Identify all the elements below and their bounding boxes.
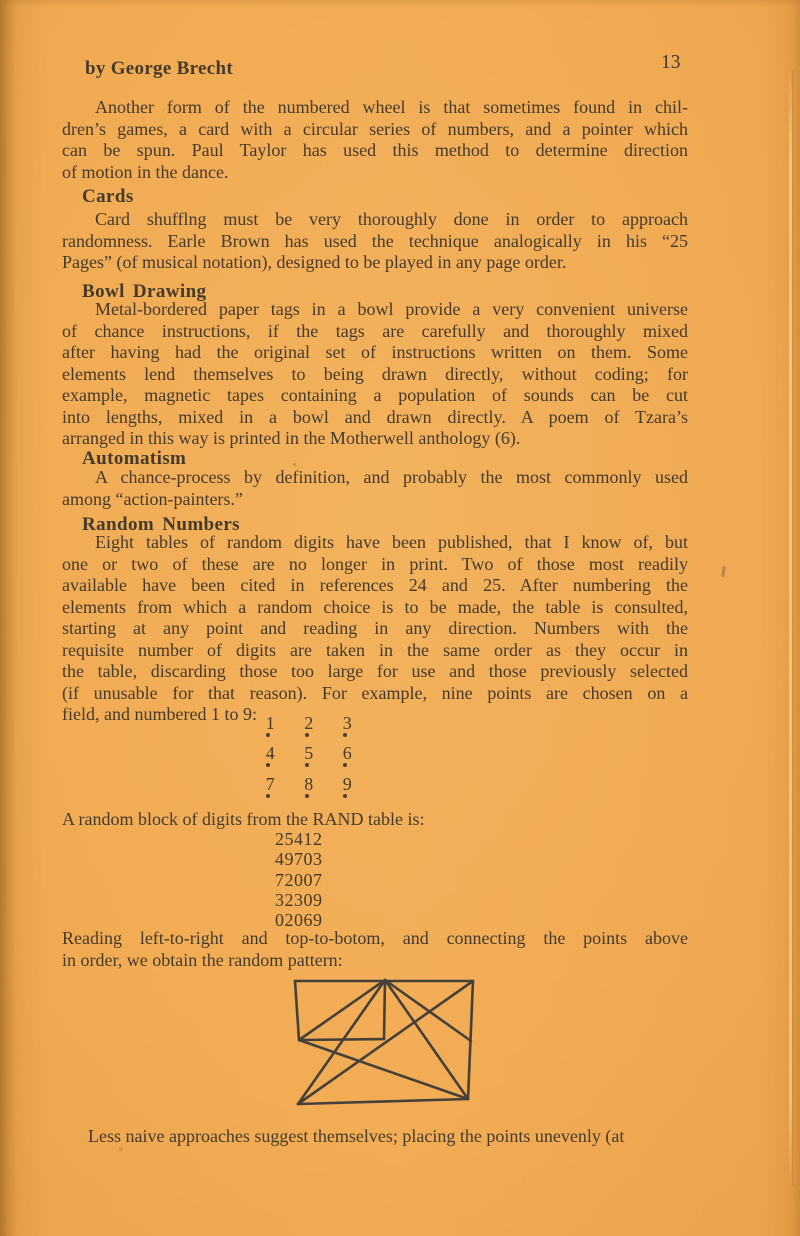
- rand-digit-row: 72007: [275, 869, 323, 890]
- text-line: one or two of these are no longer in print. Two of those most readily: [62, 553, 688, 574]
- heading-bowl-drawing: Bowl Drawing: [82, 281, 207, 302]
- text-line: field, and numbered 1 to 9:: [62, 704, 257, 724]
- text-line: starting at any point and reading in any direction. Numbers with the: [62, 618, 688, 638]
- point-number: 5: [304, 743, 314, 764]
- point-dot: [266, 733, 270, 737]
- text-line: randomness. Earle Brown has used the technique analogically in his “25: [62, 230, 688, 251]
- text-line: A chance-process by definition, and probably the most commonly used: [95, 467, 688, 487]
- closing-paragraph: [62, 1126, 688, 1148]
- grid-point-8: [290, 773, 329, 807]
- point-dot: [343, 794, 347, 798]
- text-line: Pages” (of musical notation), designed to be played in any page order.: [62, 252, 567, 272]
- pattern-line: [384, 980, 385, 1039]
- heading-cards: Cards: [82, 186, 134, 207]
- text-line: in order, we obtain the random pattern:: [62, 949, 343, 970]
- pattern-line: [298, 1099, 468, 1104]
- grid-point-6: [328, 743, 367, 776]
- heading-automatism: Automatism: [82, 448, 187, 469]
- page-crease: [789, 70, 792, 1186]
- numbered-point-grid: [251, 713, 367, 807]
- text-line: Card shufflng must be very thoroughly done in order to approach: [95, 209, 688, 229]
- point-dot: [343, 733, 347, 737]
- text-line: elements lend themselves to being drawn directly, without coding; for: [62, 363, 688, 384]
- random-pattern-figure: [288, 972, 484, 1112]
- text-line: Another form of the numbered wheel is that sometimes found in chil-: [95, 97, 688, 117]
- text-line: dren’s games, a card with a circular series of numbers, and a pointer which: [62, 118, 688, 139]
- rand-digit-row: 49703: [275, 849, 323, 870]
- text-line: Reading left-to-right and top-to-botom, and connecting the points above: [62, 928, 688, 948]
- point-dot: [305, 733, 309, 737]
- point-dot: [305, 763, 309, 767]
- rand-digit-row: 02069: [275, 910, 323, 931]
- point-number: 2: [304, 713, 314, 733]
- grid-point-3: [328, 713, 367, 746]
- point-grid-row: [251, 773, 367, 807]
- point-grid-row: [251, 713, 367, 746]
- text-line: can be spun. Paul Taylor has used this method to determine direction: [62, 140, 688, 160]
- point-number: 8: [304, 773, 314, 794]
- cards-paragraph: [62, 209, 688, 274]
- grid-point-5: [290, 743, 329, 776]
- text-line: of chance instructions, if the tags are carefully and thoroughly mixed: [62, 320, 688, 341]
- point-dot: [343, 763, 347, 767]
- point-number: 6: [342, 743, 352, 764]
- point-number: 7: [265, 773, 275, 794]
- point-dot: [305, 794, 309, 798]
- text-line: after having had the original set of instructions written on them. Some: [62, 342, 688, 362]
- pattern-line: [299, 980, 385, 1040]
- rand-digit-row: 25412: [275, 829, 323, 849]
- pattern-line: [385, 980, 471, 1041]
- automatism-paragraph: [62, 467, 688, 510]
- text-line: A random block of digits from the RAND table is:: [62, 809, 425, 829]
- scan-speck: [119, 1147, 123, 1151]
- point-dot: [266, 763, 270, 767]
- grid-point-9: [328, 773, 367, 807]
- rand-digit-block: [275, 829, 323, 930]
- scan-speck: [293, 463, 296, 466]
- pattern-line: [385, 980, 468, 1099]
- point-number: 1: [265, 713, 275, 733]
- text-line: elements from which a random choice is to be made, the table is consulted,: [62, 596, 688, 617]
- reading-paragraph: [62, 928, 688, 971]
- heading-random-numbers: Random Numbers: [82, 514, 240, 535]
- page-number: 13: [661, 52, 681, 73]
- pattern-line: [295, 981, 299, 1040]
- text-line: Metal-bordered paper tags in a bowl provide a very convenient universe: [95, 299, 688, 319]
- page-edge-top: [0, 0, 800, 7]
- rand-table-intro: [62, 809, 688, 831]
- intro-paragraph: [62, 97, 688, 183]
- bowl-drawing-paragraph: [62, 299, 688, 450]
- text-line: (if unusable for that reason). For example, nine points are chosen on a: [62, 682, 688, 703]
- text-line: available have been cited in references 24 and 25. After numbering the: [62, 575, 688, 595]
- pattern-line: [298, 980, 385, 1104]
- grid-point-7: [251, 773, 290, 807]
- text-line: example, magnetic tapes containing a population of sounds can be cut: [62, 385, 688, 405]
- point-grid-row: [251, 743, 367, 776]
- grid-point-1: [251, 713, 290, 746]
- text-line: among “action-painters.”: [62, 488, 243, 509]
- text-line: Less naive approaches suggest themselves; placing the points unevenly (at: [88, 1126, 625, 1146]
- page-byline: by George Brecht: [85, 58, 233, 79]
- grid-point-4: [251, 743, 290, 776]
- pattern-line: [299, 1040, 468, 1099]
- point-number: 3: [342, 713, 352, 733]
- scan-speck: [721, 566, 726, 577]
- text-line: arranged in this way is printed in the Motherwell anthology (6).: [62, 428, 521, 448]
- random-numbers-paragraph: [62, 532, 688, 726]
- text-line: the table, discarding those too large for use and those previously selected: [62, 661, 688, 681]
- text-line: of motion in the dance.: [62, 161, 229, 182]
- text-line: requisite number of digits are taken in the same order as they occur in: [62, 639, 688, 660]
- grid-point-2: [290, 713, 329, 746]
- rand-digit-row: 32309: [275, 889, 323, 910]
- text-line: Eight tables of random digits have been published, that I know of, but: [95, 532, 688, 552]
- point-number: 9: [342, 773, 352, 794]
- page-edge-left: [0, 0, 18, 1236]
- point-dot: [266, 794, 270, 798]
- text-line: into lengths, mixed in a bowl and drawn directly. A poem of Tzara’s: [62, 406, 688, 427]
- point-number: 4: [265, 743, 275, 764]
